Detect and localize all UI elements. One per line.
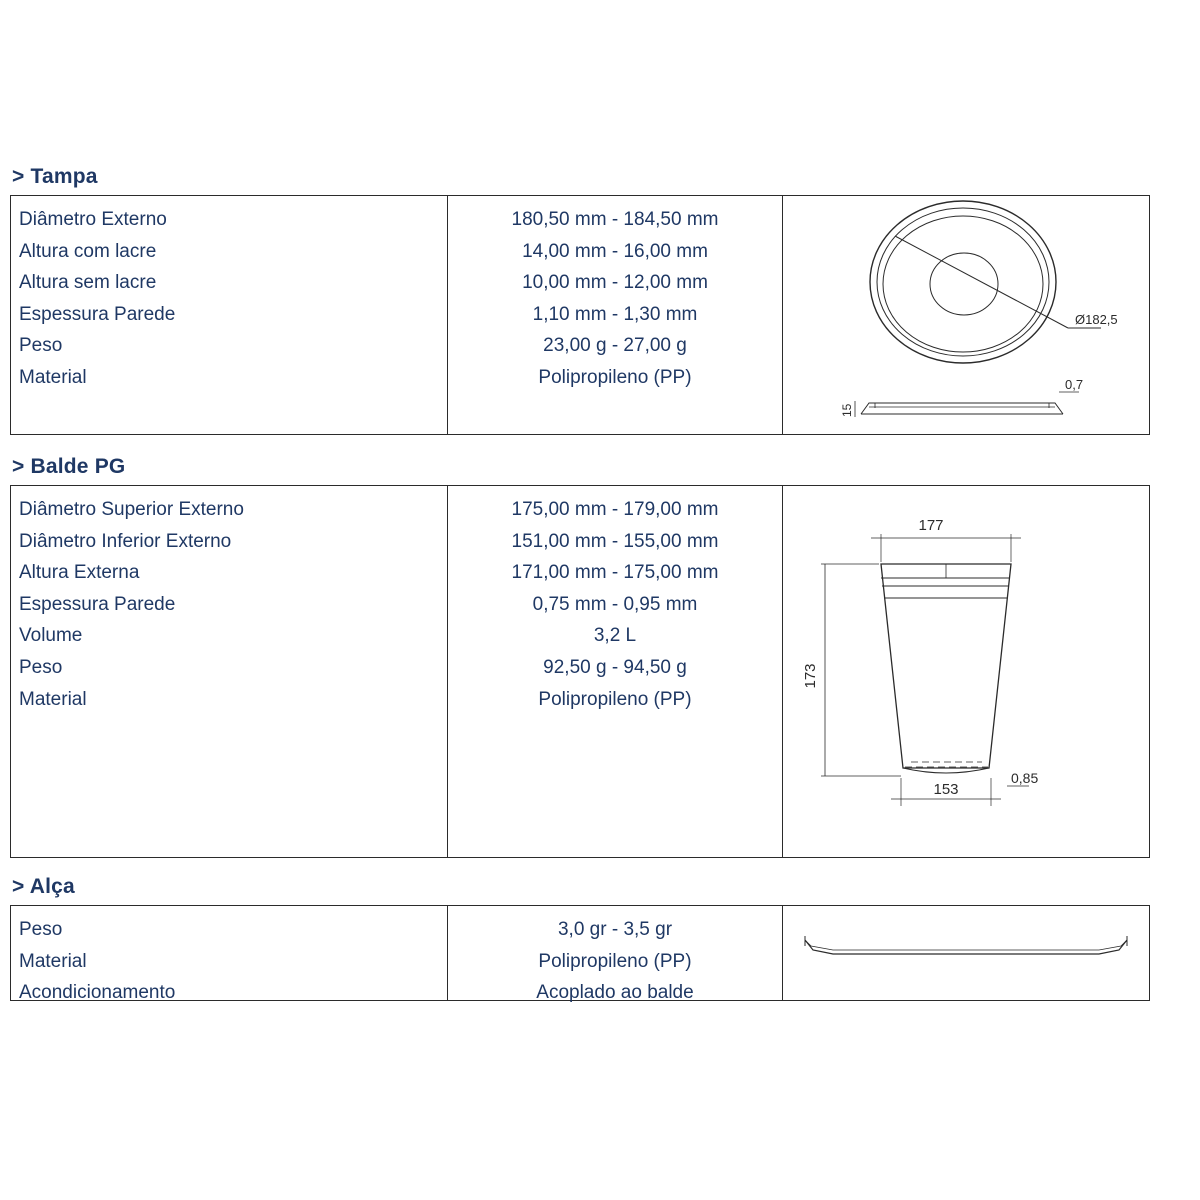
figure-column-tampa	[783, 196, 1149, 434]
dim-label: 153	[933, 781, 959, 798]
row-value: 180,50 mm - 184,50 mm	[511, 209, 719, 230]
dim-label: 173	[802, 663, 819, 689]
row-label: Peso	[19, 335, 63, 357]
figure-column-alca	[783, 906, 1149, 1000]
label-column-balde	[11, 486, 448, 857]
row-label: Altura com lacre	[19, 240, 157, 262]
row-value: 23,00 g - 27,00 g	[543, 335, 687, 357]
row-value: Polipropileno (PP)	[538, 688, 692, 710]
row-label: Espessura Parede	[19, 593, 176, 615]
section-balde-pg	[10, 455, 1150, 858]
row-value: 151,00 mm - 155,00 mm	[511, 530, 719, 552]
dim-label: 15	[840, 403, 854, 417]
row-value: 175,00 mm - 179,00 mm	[511, 499, 719, 520]
row-label: Acondicionamento	[19, 982, 176, 1004]
row-value: 14,00 mm - 16,00 mm	[522, 240, 708, 262]
spec-table-alca	[10, 905, 1150, 1004]
row-value: 3,2 L	[593, 625, 637, 647]
row-label: Altura sem lacre	[19, 272, 157, 294]
dim-label: 0,7	[1065, 377, 1084, 392]
row-label: Altura Externa	[19, 562, 140, 584]
row-label: Material	[19, 688, 87, 710]
section-alca	[10, 875, 1150, 1004]
section-title-tampa: > Tampa	[12, 165, 98, 188]
row-value: 92,50 g - 94,50 g	[543, 656, 687, 678]
bucket-technical-drawing	[783, 486, 1149, 857]
row-value: Polipropileno (PP)	[538, 366, 692, 388]
value-column-balde	[448, 486, 783, 857]
row-label: Peso	[19, 919, 63, 940]
row-value: 0,75 mm - 0,95 mm	[532, 593, 698, 615]
row-label: Diâmetro Externo	[19, 209, 167, 230]
dim-label: 0,85	[1011, 770, 1039, 786]
value-column-alca	[448, 906, 783, 1004]
section-tampa	[10, 165, 1150, 435]
lid-technical-drawing	[783, 196, 1149, 434]
row-value: 171,00 mm - 175,00 mm	[511, 562, 719, 584]
label-column-tampa	[11, 196, 448, 434]
row-value: 10,00 mm - 12,00 mm	[522, 272, 708, 294]
row-value: 1,10 mm - 1,30 mm	[532, 303, 698, 325]
row-label: Material	[19, 950, 87, 972]
figure-column-balde	[783, 486, 1149, 857]
dim-label: Ø182,5	[1075, 312, 1118, 327]
row-value: Acoplado ao balde	[536, 982, 694, 1004]
row-label: Material	[19, 366, 87, 388]
row-value: 3,0 gr - 3,5 gr	[557, 919, 673, 940]
row-label: Diâmetro Inferior Externo	[19, 530, 232, 552]
row-label: Volume	[19, 625, 83, 647]
row-label: Espessura Parede	[19, 303, 176, 325]
section-title-alca: > Alça	[12, 875, 75, 898]
value-column-tampa	[448, 196, 783, 434]
row-label: Diâmetro Superior Externo	[19, 499, 244, 520]
row-label: Peso	[19, 656, 63, 678]
label-column-alca	[11, 906, 448, 1004]
section-title-balde: > Balde PG	[12, 455, 126, 478]
spec-table-balde	[10, 485, 1150, 858]
handle-technical-drawing	[783, 906, 1149, 1000]
dim-label: 177	[918, 517, 944, 534]
spec-table-tampa	[10, 195, 1150, 435]
row-value: Polipropileno (PP)	[538, 950, 692, 972]
